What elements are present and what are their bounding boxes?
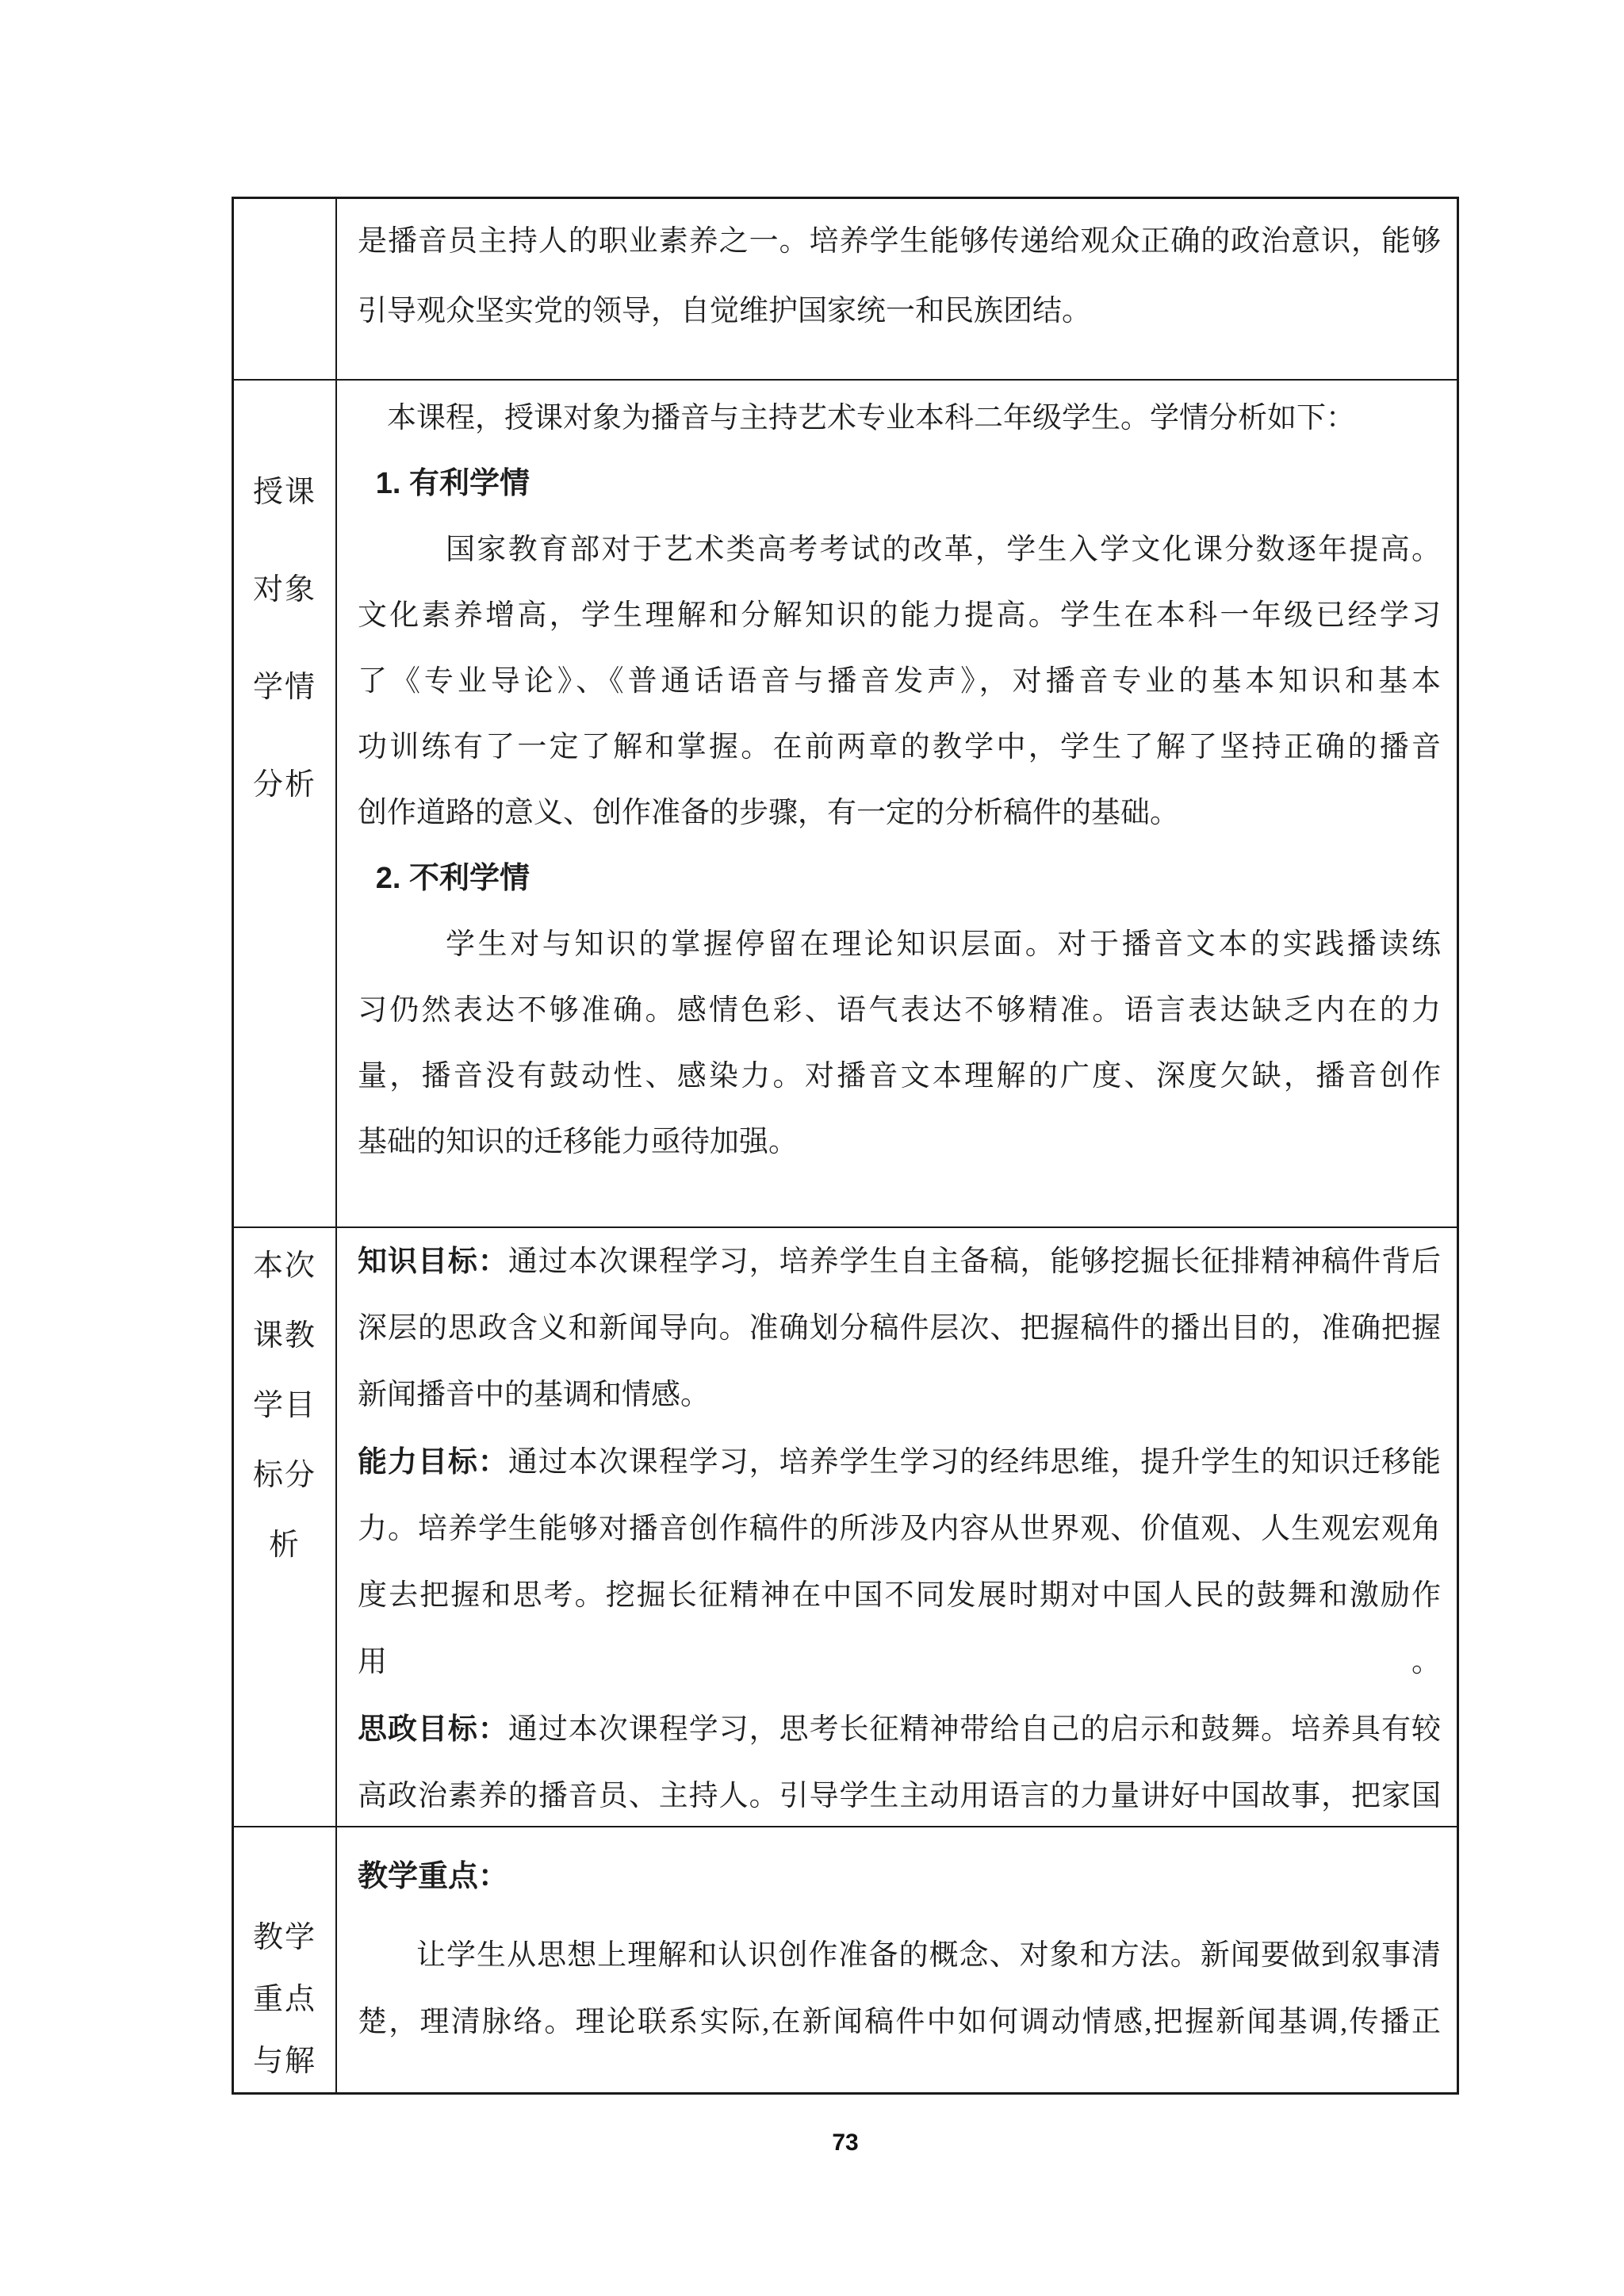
text-line: [358, 1429, 1441, 1496]
text-line: 学生对与知识的掌握停留在理论知识层面。对于播音文本的实践播读练: [446, 928, 1441, 962]
objective-text: 通过本次课程学习，思考长征精神带给自己的启示和鼓舞。培养具有较: [508, 1713, 1442, 1746]
text-line: 深层的思政含义和新闻导向。准确划分稿件层次、把握稿件的播出目的，准确把握: [358, 1312, 1441, 1345]
label-line: 重点: [252, 1983, 316, 2016]
text-line: 量，播音没有鼓动性、感染力。对播音文本理解的广度、深度欠缺，播音创作: [358, 1060, 1441, 1093]
text-line: 国家教育部对于艺术类高考考试的改革，学生入学文化课分数逐年提高。: [446, 534, 1441, 567]
label-line: 本次: [252, 1249, 316, 1283]
text-line: 楚，理清脉络。理论联系实际,在新闻稿件中如何调动情感,把握新闻基调,传播正: [358, 2006, 1441, 2038]
content-cell-teaching-keypoints: [337, 1827, 1457, 2092]
label-line: 标分: [252, 1459, 316, 1492]
label-line: 与解: [252, 2045, 316, 2078]
text-line: 度去把握和思考。挖掘长征精神在中国不同发展时期对中国人民的鼓舞和激励作用。: [358, 1579, 1441, 1678]
text-line: 文化素养增高，学生理解和分解知识的能力提高。学生在本科一年级已经学习: [358, 599, 1441, 633]
label-line: 析: [268, 1529, 301, 1562]
text-line: 高政治素养的播音员、主持人。引导学生主动用语言的力量讲好中国故事，把家国: [358, 1780, 1441, 1812]
label-line: 对象: [252, 573, 316, 607]
objective-label: 知识目标：: [358, 1245, 508, 1277]
label-line: 学目: [252, 1389, 316, 1422]
label-cell-empty: [234, 199, 337, 379]
label-line: 授课: [252, 476, 316, 510]
text-line: 本课程，授课对象为播音与主持艺术专业本科二年级学生。学情分析如下：: [387, 402, 1355, 435]
section-heading: 1. 有利学情: [375, 467, 530, 501]
objective-label: 能力目标：: [358, 1445, 508, 1478]
section-heading: 教学重点：: [358, 1860, 509, 1893]
content-cell-audience-analysis: [337, 381, 1457, 1226]
text-line: 功训练有了一定了解和掌握。在前两章的教学中，学生了解了坚持正确的播音: [358, 731, 1441, 764]
content-cell-continuation: [337, 199, 1457, 379]
text-line: [358, 1696, 1441, 1763]
objective-label: 思政目标：: [358, 1712, 508, 1745]
text-line: [358, 1228, 1441, 1295]
table-row-teaching-keypoints: [234, 1826, 1457, 2092]
label-line: 课教: [252, 1319, 316, 1353]
label-line: 教学: [252, 1921, 316, 1954]
text-line: 引导观众坚实党的领导，自觉维护国家统一和民族团结。: [358, 295, 1091, 327]
text-line: 力。培养学生能够对播音创作稿件的所涉及内容从世界观、价值观、人生观宏观角: [358, 1513, 1441, 1545]
text-line: 创作道路的意义、创作准备的步骤，有一定的分析稿件的基础。: [358, 797, 1179, 830]
objective-text: 通过本次课程学习，培养学生自主备稿，能够挖掘长征排精神稿件背后: [508, 1246, 1442, 1278]
label-line: 分析: [252, 768, 316, 802]
table-row-audience-analysis: [234, 379, 1457, 1226]
text-line: 基础的知识的迁移能力亟待加强。: [358, 1126, 798, 1159]
content-cell-teaching-objectives: [337, 1228, 1457, 1826]
label-line: 学情: [252, 671, 316, 705]
text-line: 让学生从思想上理解和认识创作准备的概念、对象和方法。新闻要做到叙事清: [416, 1939, 1441, 1972]
objective-text: 通过本次课程学习，培养学生学习的经纬思维，提升学生的知识迁移能: [508, 1446, 1442, 1479]
text-line: 习仍然表达不够准确。感情色彩、语气表达不够精准。语言表达缺乏内在的力: [358, 994, 1441, 1027]
label-cell-teaching-keypoints: [234, 1827, 337, 2092]
table-row-teaching-objectives: [234, 1226, 1457, 1826]
label-cell-teaching-objectives: [234, 1228, 337, 1826]
text-line: 新闻播音中的基调和情感。: [358, 1379, 710, 1411]
section-heading: 2. 不利学情: [375, 862, 530, 896]
page-number: 73: [832, 2130, 859, 2156]
text-line: 是播音员主持人的职业素养之一。培养学生能够传递给观众正确的政治意识，能够: [358, 225, 1441, 258]
text-line: 了《专业导论》、《普通话语音与播音发声》，对播音专业的基本知识和基本: [358, 665, 1441, 698]
lesson-plan-table: [232, 197, 1459, 2095]
table-row-continuation: [234, 199, 1457, 379]
label-cell-audience-analysis: [234, 381, 337, 1226]
